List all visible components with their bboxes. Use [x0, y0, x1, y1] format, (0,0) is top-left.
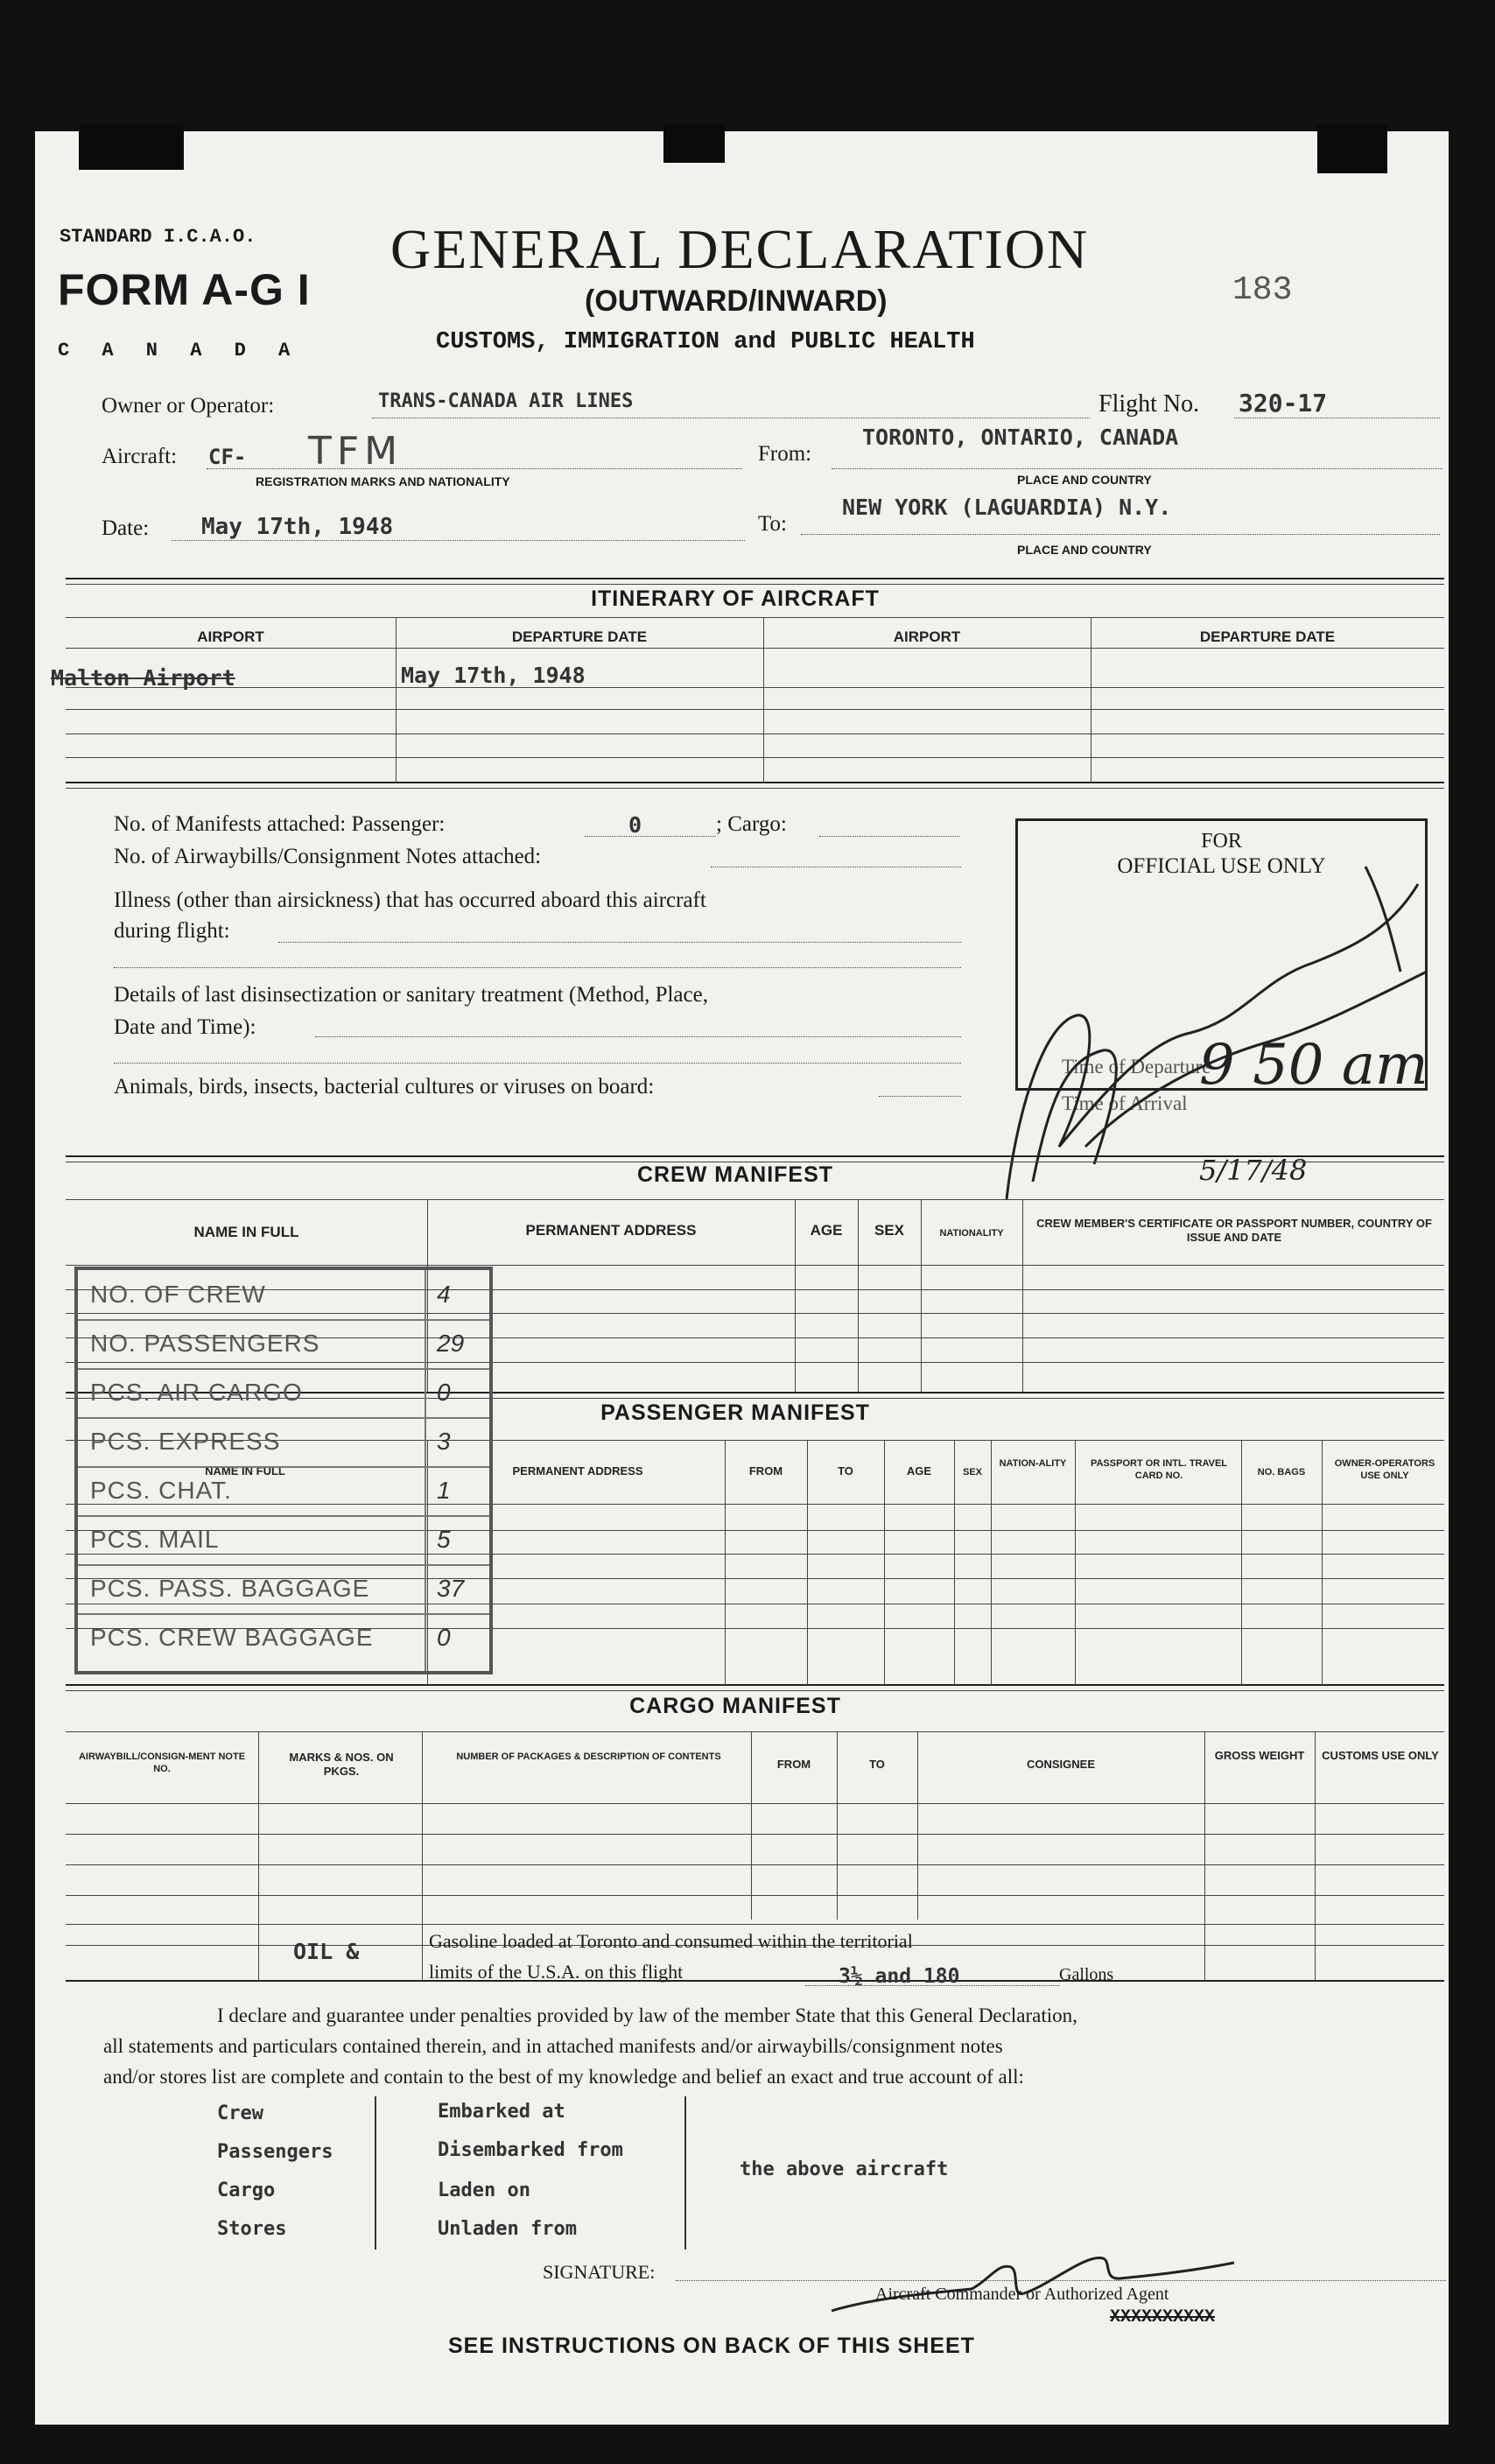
count-stamp: [74, 1267, 493, 1674]
passenger-col-sex: SEX: [962, 1467, 982, 1478]
stamp-label: PCS. PASS. BAGGAGE: [90, 1575, 370, 1602]
date-label: Date:: [102, 516, 150, 540]
passenger-col-owner-use: OWNER-OPERATORS USE ONLY: [1334, 1458, 1435, 1481]
tape-mark: [79, 124, 184, 170]
date-value: May 17th, 1948: [201, 514, 394, 540]
declaration-text-2: all statements and particulars contained therein, and in attached manifests and/or airwaybills/consignment notes: [103, 2035, 1003, 2057]
declaration-item: Passengers: [217, 2141, 333, 2163]
stamp-label: PCS. CREW BAGGAGE: [90, 1624, 374, 1651]
disinsect-label: Details of last disinsectization or sanitary treatment (Method, Place,: [114, 983, 708, 1007]
manifests-label: No. of Manifests attached: Passenger:: [114, 812, 446, 836]
document-number: 183: [1232, 271, 1293, 309]
declaration-text-3: and/or stores list are complete and contain to the best of my knowledge and belief an exact and true account of all:: [103, 2066, 1024, 2088]
passenger-manifest-title: PASSENGER MANIFEST: [600, 1400, 870, 1425]
aircraft-statement: the above aircraft: [740, 2159, 949, 2180]
page-subtitle: (OUTWARD/INWARD): [585, 284, 888, 318]
aircraft-label: Aircraft:: [102, 445, 178, 468]
crew-col-nationality: NATIONALITY: [939, 1228, 1004, 1239]
declaration-item: Disembarked from: [438, 2139, 623, 2161]
declaration-item: Crew: [217, 2102, 263, 2124]
crew-col-age: AGE: [810, 1222, 843, 1239]
gasoline-text-2: limits of the U.S.A. on this flight: [429, 1961, 684, 1983]
stamp-value: 1: [437, 1477, 451, 1504]
standard-label: STANDARD I.C.A.O.: [60, 226, 256, 248]
crew-col-address: PERMANENT ADDRESS: [525, 1222, 697, 1239]
aircraft-prefix: CF-: [208, 445, 247, 469]
from-value: TORONTO, ONTARIO, CANADA: [862, 425, 1179, 450]
itinerary-cell: May 17th, 1948: [401, 663, 586, 688]
itinerary-title: ITINERARY OF AIRCRAFT: [591, 586, 880, 611]
official-use-title: FOR: [1201, 830, 1242, 853]
department-label: CUSTOMS, IMMIGRATION and PUBLIC HEALTH: [436, 329, 975, 355]
stamp-label: NO. PASSENGERS: [90, 1330, 320, 1357]
stamp-label: PCS. EXPRESS: [90, 1428, 281, 1455]
declaration-text: I declare and guarantee under penalties provided by law of the member State that this General Declaration,: [217, 2004, 1077, 2026]
passenger-col-name: NAME IN FULL: [205, 1464, 285, 1478]
gallons-label: Gallons: [1059, 1965, 1114, 1984]
crew-col-certificate: CREW MEMBER'S CERTIFICATE OR PASSPORT NUMBER, COUNTRY OF ISSUE AND DATE: [1036, 1217, 1432, 1244]
from-label: From:: [758, 442, 812, 466]
stamp-value: 0: [437, 1624, 451, 1651]
cargo-manifest-title: CARGO MANIFEST: [629, 1694, 841, 1718]
registration-note: REGISTRATION MARKS AND NATIONALITY: [256, 474, 510, 488]
declaration-item: Unladen from: [438, 2218, 577, 2240]
cargo-col-weight: GROSS WEIGHT: [1214, 1749, 1305, 1762]
illness-label: Illness (other than airsickness) that has occurred aboard this aircraft: [114, 888, 706, 912]
itinerary-col-airport: AIRPORT: [893, 628, 961, 645]
arrival-time-value: 9 50 am: [1199, 1033, 1428, 1098]
declaration-item: Laden on: [438, 2180, 530, 2201]
stamp-label: PCS. MAIL: [90, 1526, 220, 1553]
stamp-value: 37: [437, 1575, 465, 1602]
cargo-col-marks: MARKS & NOS. ON PKGS.: [289, 1751, 394, 1778]
passenger-col-passport: PASSPORT OR INTL. TRAVEL CARD NO.: [1090, 1458, 1228, 1481]
tape-mark: [663, 124, 725, 163]
stamp-label: PCS. CHAT.: [90, 1477, 232, 1504]
tape-mark: [1317, 124, 1387, 173]
passenger-col-age: AGE: [906, 1464, 932, 1478]
declaration-item: Cargo: [217, 2180, 276, 2201]
aircraft-value: TFM: [308, 429, 404, 474]
crew-manifest-title: CREW MANIFEST: [636, 1162, 834, 1187]
form-number: FORM A-G I: [58, 265, 311, 314]
date-stamp: 5/17/48: [1199, 1154, 1308, 1187]
itinerary-col-departure-date: DEPARTURE DATE: [1199, 628, 1336, 645]
manifests-passenger-value: 0: [628, 812, 642, 838]
gasoline-value: 3½ and 180: [839, 1965, 960, 1988]
illness-label-2: during flight:: [114, 919, 230, 943]
country-label: C A N A D A: [58, 340, 301, 362]
animals-label: Animals, birds, insects, bacterial cultures or viruses on board:: [114, 1075, 655, 1099]
oil-label: OIL &: [293, 1939, 360, 1964]
footer-instructions: SEE INSTRUCTIONS ON BACK OF THIS SHEET: [448, 2334, 975, 2358]
declaration-item: Embarked at: [438, 2101, 565, 2123]
itinerary-col-departure-date: DEPARTURE DATE: [511, 628, 648, 645]
place-country-note: PLACE AND COUNTRY: [1017, 543, 1152, 557]
to-value: NEW YORK (LAGUARDIA) N.Y.: [842, 495, 1172, 520]
stamp-value: 5: [437, 1526, 451, 1553]
passenger-col-from: FROM: [748, 1464, 783, 1478]
departure-time-label: Time of Departure: [1062, 1056, 1211, 1078]
itinerary-col-airport: AIRPORT: [197, 628, 264, 645]
cargo-col-customs: CUSTOMS USE ONLY: [1322, 1749, 1439, 1762]
crew-col-sex: SEX: [874, 1222, 905, 1239]
cargo-col-airwaybill: AIRWAYBILL/CONSIGN-MENT NOTE NO.: [78, 1751, 246, 1774]
signature-label: SIGNATURE:: [543, 2261, 656, 2283]
to-label: To:: [758, 512, 787, 536]
struck-text: XXXXXXXXXX: [1110, 2307, 1216, 2327]
gasoline-text: Gasoline loaded at Toronto and consumed within the territorial: [429, 1930, 913, 1952]
official-signature: [980, 832, 1453, 1217]
cargo-col-to: TO: [869, 1758, 885, 1771]
owner-value: TRANS-CANADA AIR LINES: [378, 390, 634, 412]
itinerary-cell: Malton Airport: [51, 665, 235, 691]
stamp-value: 0: [437, 1379, 451, 1406]
stamp-value: 29: [437, 1330, 465, 1357]
stamp-label: PCS. AIR CARGO: [90, 1379, 303, 1406]
passenger-col-to: TO: [838, 1464, 853, 1478]
place-country-note: PLACE AND COUNTRY: [1017, 473, 1152, 487]
stamp-value: 3: [437, 1428, 451, 1455]
official-use-title-2: OFFICIAL USE ONLY: [1117, 854, 1326, 878]
stamp-label: NO. OF CREW: [90, 1281, 266, 1308]
passenger-col-bags: NO. BAGS: [1257, 1467, 1306, 1478]
arrival-time-label: Time of Arrival: [1062, 1092, 1188, 1114]
stamp-value: 4: [437, 1281, 451, 1308]
flight-value: 320-17: [1239, 389, 1328, 418]
passenger-col-nationality: NATION-ALITY: [999, 1458, 1067, 1469]
airwaybills-label: No. of Airwaybills/Consignment Notes attached:: [114, 845, 542, 868]
cargo-label: ; Cargo:: [716, 812, 787, 836]
crew-col-name: NAME IN FULL: [193, 1224, 299, 1240]
page-title: GENERAL DECLARATION: [390, 218, 1090, 280]
flight-label: Flight No.: [1098, 390, 1200, 418]
signer-label: Aircraft Commander or Authorized Agent: [875, 2285, 1169, 2304]
disinsect-label-2: Date and Time):: [114, 1015, 256, 1039]
owner-label: Owner or Operator:: [102, 394, 275, 418]
cargo-col-packages: NUMBER OF PACKAGES & DESCRIPTION OF CONTENTS: [456, 1751, 721, 1762]
declaration-item: Stores: [217, 2218, 287, 2240]
cargo-col-consignee: CONSIGNEE: [1026, 1758, 1095, 1771]
passenger-col-address: PERMANENT ADDRESS: [512, 1464, 643, 1478]
cargo-col-from: FROM: [776, 1758, 811, 1771]
